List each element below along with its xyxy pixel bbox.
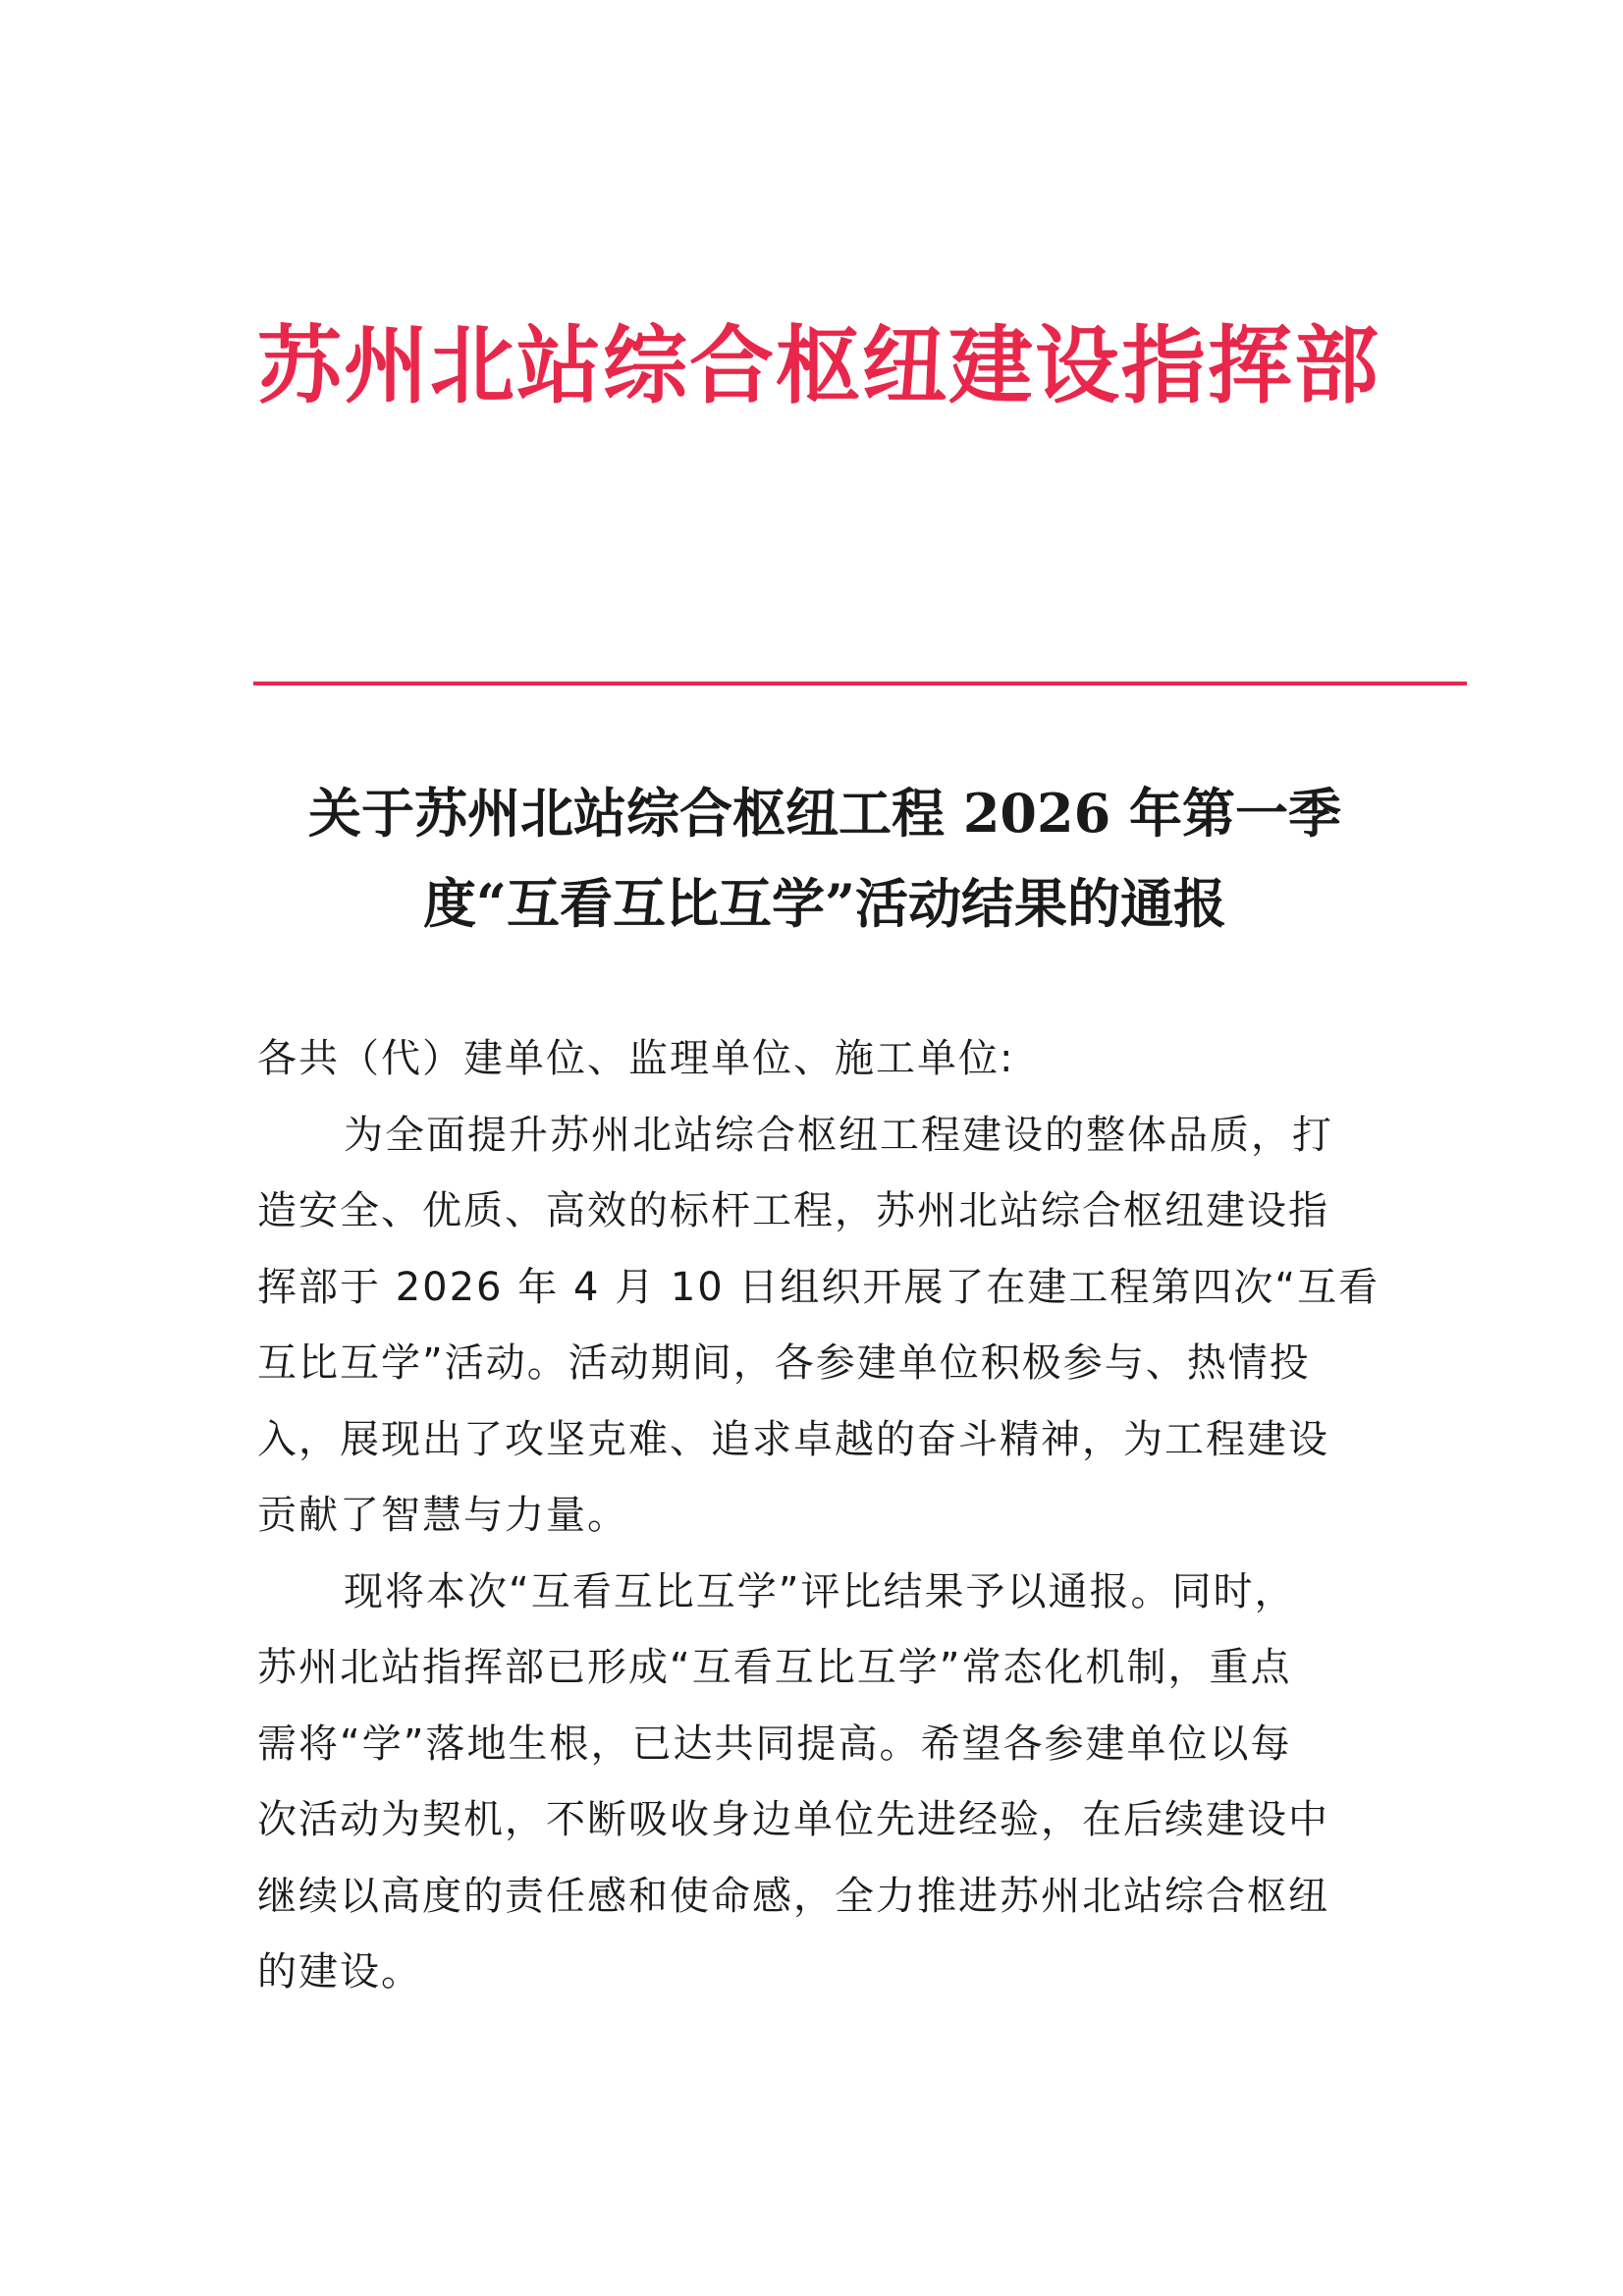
- paragraph-1-line: 入，展现出了攻坚克难、追求卓越的奋斗精神，为工程建设: [257, 1416, 1329, 1462]
- paragraph-2-line: 次活动为契机，不断吸收身边单位先进经验，在后续建设中: [257, 1797, 1329, 1842]
- document-title-line: 度“互看互比互学”活动结果的通报: [422, 872, 1227, 935]
- document-title: [236, 768, 1414, 949]
- paragraph-2-line: 的建设。: [257, 1949, 422, 1995]
- paragraph-2-line: 苏州北站指挥部已形成“互看互比互学”常态化机制，重点: [257, 1645, 1292, 1690]
- paragraph-1-line: 为全面提升苏州北站综合枢纽工程建设的整体品质，打: [344, 1112, 1333, 1158]
- header-red-rule: [253, 682, 1467, 685]
- document-body: [257, 1021, 1396, 2011]
- organization-header-title: 苏州北站综合枢纽建设指挥部: [257, 316, 1380, 415]
- paragraph-2-line: 继续以高度的责任感和使命感，全力推进苏州北站综合枢纽: [257, 1873, 1329, 1919]
- salutation: 各共（代）建单位、监理单位、施工单位:: [257, 1036, 1015, 1081]
- paragraph-1-line: 造安全、优质、高效的标杆工程，苏州北站综合枢纽建设指: [257, 1188, 1329, 1233]
- paragraph-2-line: 需将“学”落地生根，已达共同提高。希望各参建单位以每: [257, 1721, 1292, 1767]
- paragraph-2-line: 现将本次“互看互比互学”评比结果予以通报。同时，: [344, 1568, 1296, 1614]
- paragraph-1-line: 挥部于 2026 年 4 月 10 日组织开展了在建工程第四次“互看: [257, 1264, 1380, 1310]
- paragraph-1-line: 互比互学”活动。活动期间，各参建单位积极参与、热情投: [257, 1340, 1311, 1386]
- paragraph-1-line: 贡献了智慧与力量。: [257, 1493, 628, 1538]
- document-title-line: 关于苏州北站综合枢纽工程 2026 年第一季: [308, 782, 1341, 845]
